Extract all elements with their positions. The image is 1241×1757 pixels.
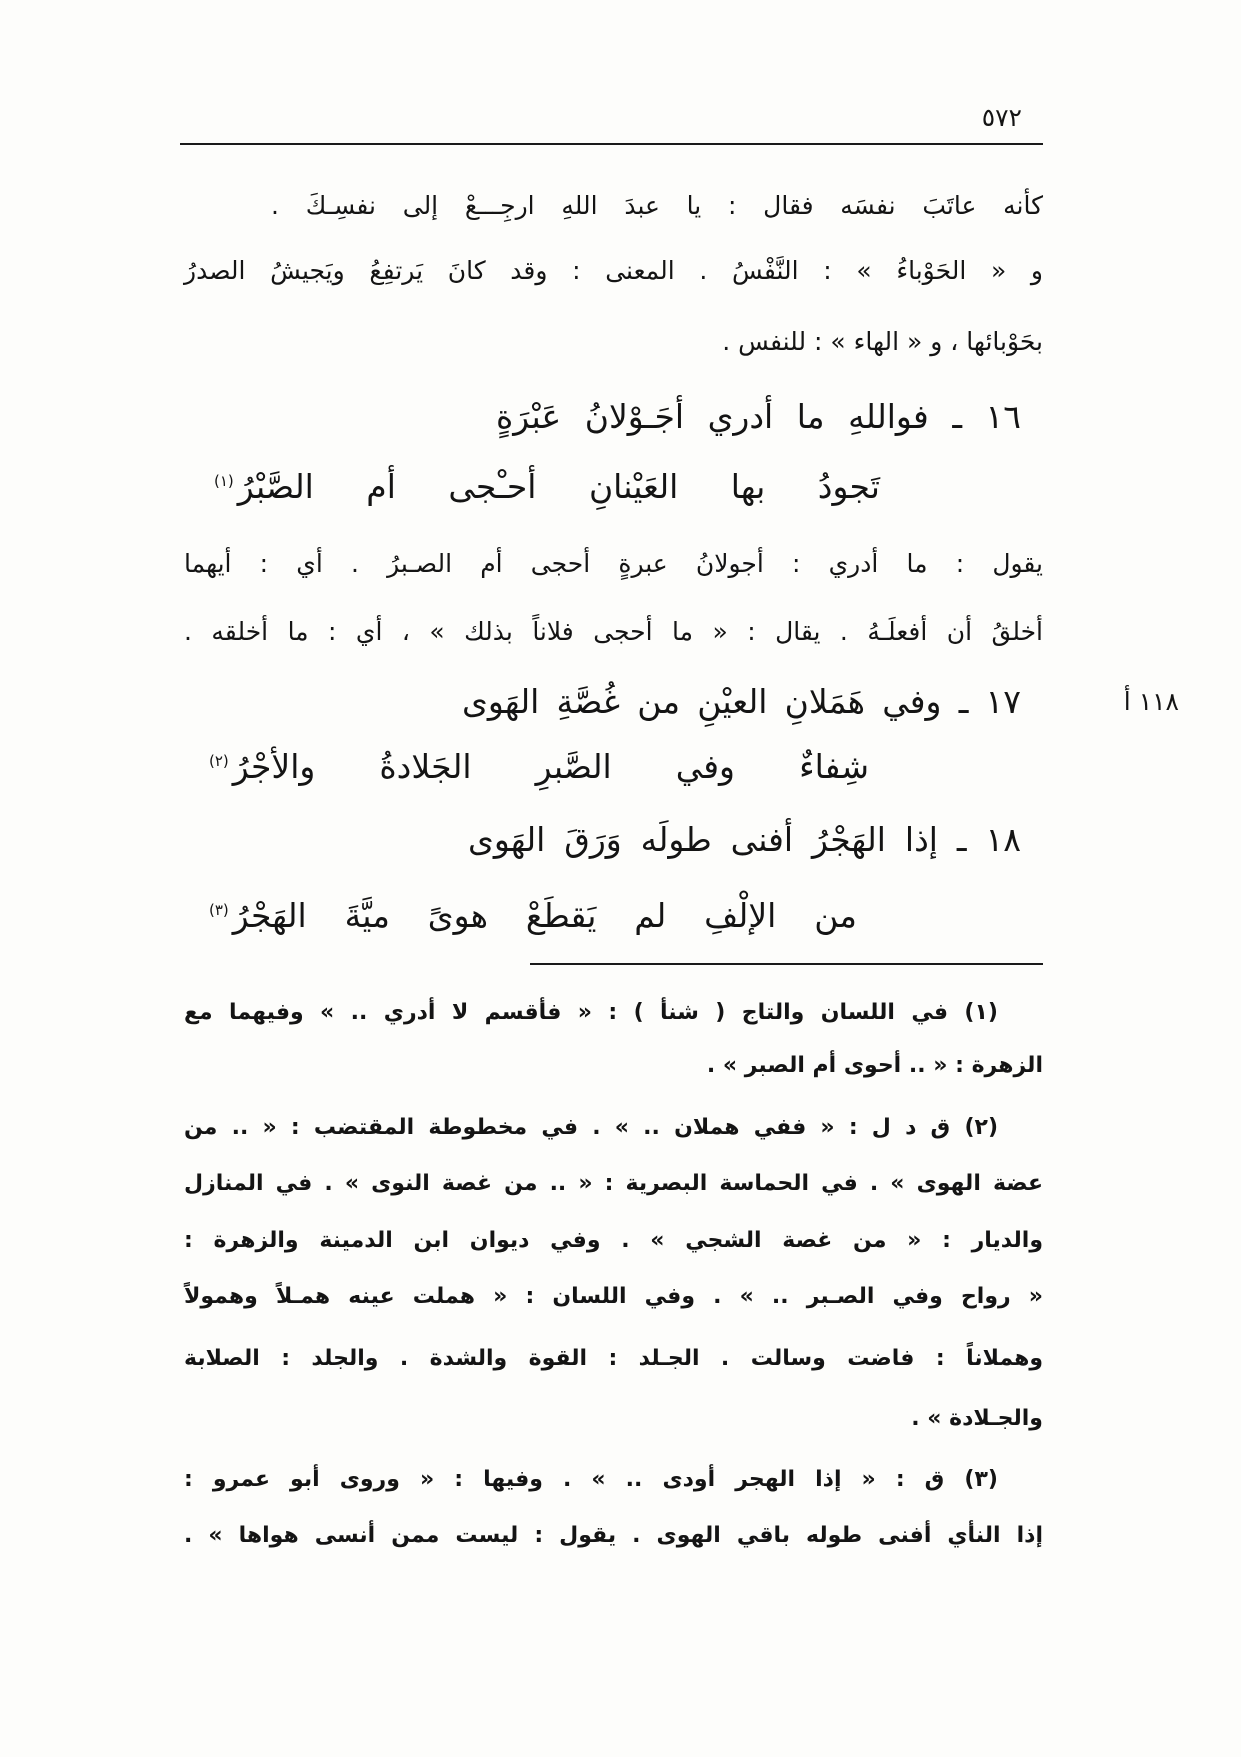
verse-16-second-hemistich (214, 461, 880, 513)
header-rule (180, 143, 1043, 145)
footnote-separator (530, 963, 1043, 965)
footnote-2-line: وهملاناً : فاضت وسالت . الجـلد : القوة والشدة . والجلد : الصلابة (184, 1346, 1043, 1371)
commentary-line: بحَوْبائها ، و « الهاء » : للنفس . (722, 327, 1043, 356)
footnote-2-line: والجـلادة » . (911, 1406, 1043, 1431)
commentary-line: أخلقُ أن أفعلَـهُ . يقال : « ما أحجى فلاناً بذلك » ، أي : ما أخلقه . (184, 617, 1043, 646)
commentary-line: كأنه عاتَبَ نفسَه فقال : يا عبدَ اللهِ ارجِـــعْ إلى نفسِـكَ . (271, 191, 1043, 220)
hemistich-text: وفي هَمَلانِ العيْنِ من غُصَّةِ الهَوى (462, 682, 942, 721)
footnote-text: في اللسان والتاج ( شنأ ) : « فأقسم لا أدري .. » وفيهما مع (184, 1000, 949, 1025)
footnote-2-line: « رواح وفي الصـبر .. » . وفي اللسان : « هملت عينه همـلاً وهمولاً (184, 1284, 1043, 1309)
verse-18-first-hemistich (468, 814, 1021, 866)
margin-note: ١١٨ أ (1123, 687, 1179, 716)
footnote-marker: (٣) (964, 1467, 998, 1492)
verse-number: ١٨ ـ (956, 820, 1021, 859)
footnote-ref: (٣) (209, 901, 229, 919)
verse-number: ١٦ ـ (952, 397, 1021, 436)
verse-18-second-hemistich (209, 890, 857, 942)
footnote-marker: (١) (964, 1000, 998, 1025)
footnote-marker: (٢) (964, 1115, 998, 1140)
hemistich-text: تَجودُ بها العَيْنانِ أحـْجى أم الصَّبْرُ (237, 467, 880, 506)
verse-17-first-hemistich (462, 676, 1021, 728)
hemistich-text: فواللهِ ما أدري أجَـوْلانُ عَبْرَةٍ (496, 397, 929, 436)
footnote-1-line (184, 994, 998, 1032)
page-number: ٥٧٢ (981, 103, 1022, 132)
verse-17-second-hemistich (209, 741, 869, 793)
footnote-ref: (١) (214, 472, 234, 490)
verse-16-first-hemistich (496, 391, 1021, 443)
footnote-ref: (٢) (209, 752, 229, 770)
verse-number: ١٧ ـ (958, 682, 1021, 721)
hemistich-text: شِفاءٌ وفي الصَّبرِ الجَلادةُ والأجْرُ (232, 747, 869, 786)
footnote-2-line: عضة الهوى » . في الحماسة البصرية : « .. من غصة النوى » . في المنازل (184, 1171, 1043, 1196)
hemistich-text: إذا الهَجْرُ أفنى طولَه وَرَقَ الهَوى (468, 820, 938, 859)
hemistich-text: من الإلْفِ لم يَقطَعْ هوىً ميَّةَ الهَجْرُ (232, 896, 857, 935)
footnote-2-line: والديار : « من غصة الشجي » . وفي ديوان ابن الدمينة والزهرة : (184, 1228, 1043, 1253)
footnote-3-line (184, 1461, 998, 1499)
commentary-line: و « الحَوْباءُ » : النَّفْسُ . المعنى : وقد كانَ يَرتفِعُ ويَجيشُ الصدرُ (184, 256, 1043, 285)
footnote-text: ق د ل : « ففي هملان .. » . في مخطوطة المقتضب : « .. من (184, 1115, 951, 1140)
footnote-3-line: إذا النأي أفنى طوله باقي الهوى . يقول : ليست ممن أنسى هواها » . (184, 1523, 1043, 1548)
footnote-text: ق : « إذا الهجر أودى .. » . وفيها : « وروى أبو عمرو : (184, 1467, 945, 1492)
footnote-2-line (184, 1109, 998, 1147)
footnote-1-line: الزهرة : « .. أحوى أم الصبر » . (706, 1053, 1043, 1078)
commentary-line: يقول : ما أدري : أجولانُ عبرةٍ أحجى أم الصـبرُ . أي : أيهما (184, 549, 1043, 578)
